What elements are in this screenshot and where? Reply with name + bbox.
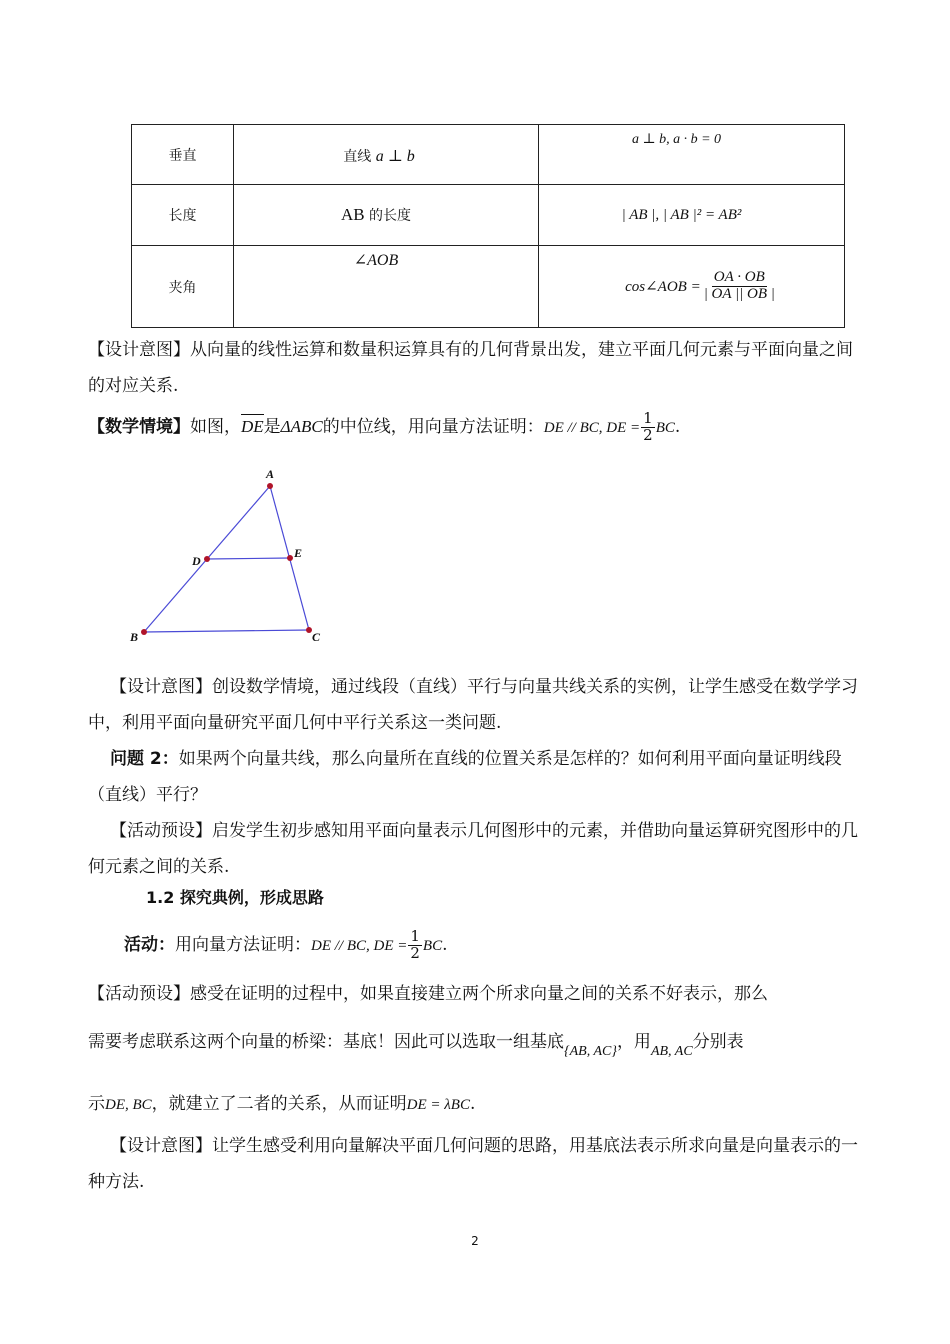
label-a: A (266, 467, 275, 481)
point-a (267, 483, 273, 489)
design-intent-paragraph: 【设计意图】创设数学情境，通过线段（直线）平行与向量共线关系的实例，让学生感受在数学学习中，利用平面向量研究平面几何中平行关系这一类问题. (88, 677, 858, 733)
row-label: 长度 (132, 185, 234, 246)
geometry-text: 的长度 (369, 208, 412, 224)
half-fraction: $\frac{1}{2}$ (643, 409, 653, 444)
question-label: 问题 2： (110, 749, 179, 769)
activity-preset-line-3: 示DE, BC，就建立了二者的关系，从而证明DE = λBC. (88, 1094, 476, 1114)
activity-preset-line-2: 需要考虑联系这两个向量的桥梁：基底！因此可以选取一组基底$_{\{AB, AC\}}$，用$_{AB, AC}$分别表 (88, 1032, 744, 1059)
page-number: 2 (471, 1234, 479, 1248)
design-intent-paragraph: 【设计意图】让学生感受利用向量解决平面几何问题的思路，用基底法表示所求向量是向量表示的一种方法. (88, 1136, 858, 1192)
half-fraction: $\frac{1}{2}$ (410, 927, 420, 962)
vector-relation: | AB |, | AB |² = AB² (621, 206, 742, 223)
activity-preset-line-1: 【活动预设】感受在证明的过程中，如果直接建立两个所求向量之间的关系不好表示，那么 (88, 984, 768, 1004)
vector-relation: a ⊥ b, a · b = 0 (631, 132, 722, 147)
claim: DE // BC, DE = (311, 937, 408, 954)
basis-pair: AB, AC (650, 1044, 693, 1059)
geometry-text: 直线 (343, 148, 372, 165)
table-row (132, 125, 845, 185)
section-heading: 1.2 探究典例，形成思路 (146, 888, 324, 907)
question-text: 如果两个向量共线，那么向量所在直线的位置关系是怎样的？如何利用平面向量证明线段（直线）平行？ (88, 749, 842, 805)
label-d: D (192, 554, 201, 568)
label-e: E (294, 546, 303, 560)
point-b (141, 629, 147, 635)
vector-pair: DE, BC (105, 1097, 152, 1113)
situation-text: 是 (263, 416, 281, 437)
collinear-relation: DE = λBC (406, 1097, 470, 1113)
table-row (132, 246, 845, 328)
triangle-abc: ΔABC (280, 416, 323, 436)
situation-text: 如图， (190, 416, 241, 437)
cos-fraction (702, 270, 777, 303)
segment-de: DE (241, 413, 264, 441)
point-d (204, 556, 210, 562)
geometry-math: AB (340, 205, 365, 224)
table-row (132, 185, 845, 246)
situation-text: 的中位线，用向量方法证明： (322, 416, 544, 437)
cos-numerator: OA · OB (713, 269, 765, 286)
geometry-math: ∠AOB (353, 252, 399, 269)
label-b: B (130, 630, 139, 644)
cos-denominator: | OA || OB | (703, 286, 775, 302)
claim: DE // BC, DE = (543, 419, 641, 436)
activity-text: 用向量方法证明： (175, 934, 311, 955)
bc: BC (422, 937, 443, 954)
row-label: 垂直 (132, 125, 234, 185)
point-e (287, 555, 293, 561)
correspondence-table (131, 124, 845, 328)
cos-prefix: cos∠AOB = (625, 279, 701, 295)
basis-set: {AB, AC} (564, 1044, 617, 1059)
triangle-figure (120, 462, 340, 652)
label-c: C (312, 630, 321, 644)
math-situation: 【数学情境】如图，DE是ΔABC的中位线，用向量方法证明：DE // BC, DE = $\frac{1}{2}$ BC. (88, 409, 681, 444)
question-2 (88, 741, 868, 813)
situation-label: 【数学情境】 (88, 416, 190, 437)
segment-de (207, 558, 290, 559)
activity-line: 活动：用向量方法证明：DE // BC, DE = $\frac{1}{2}$ BC. (124, 927, 448, 962)
activity-label: 活动： (124, 934, 175, 955)
activity-preset-paragraph: 【活动预设】启发学生初步感知用平面向量表示几何图形中的元素，并借助向量运算研究图形中的几何元素之间的关系. (88, 821, 858, 877)
bc: BC (655, 419, 675, 436)
row-label: 夹角 (132, 246, 234, 328)
design-intent-paragraph: 【设计意图】从向量的线性运算和数量积运算具有的几何背景出发，建立平面几何元素与平面向量之间的对应关系. (88, 340, 853, 396)
geometry-math: a ⊥ b (375, 147, 415, 165)
side-bc (144, 630, 309, 632)
